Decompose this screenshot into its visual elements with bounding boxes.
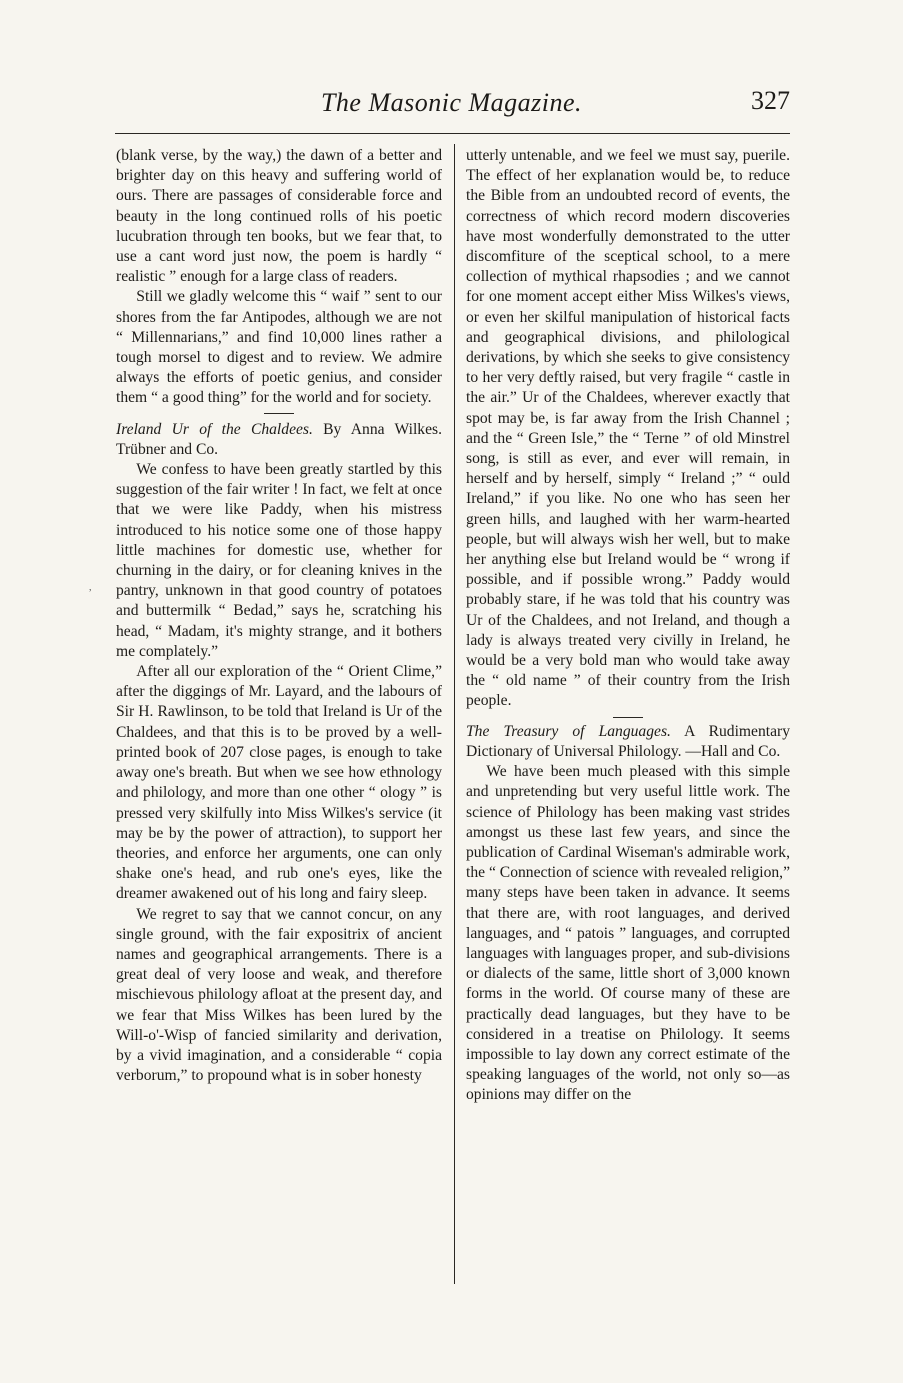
review-byline: A Rudimentary Dictionary of Universal Philology. —Hall and Co. — [466, 722, 790, 760]
review-title: The Treasury of Languages. — [466, 722, 671, 740]
column-rule — [454, 144, 455, 1284]
paragraph: (blank verse, by the way,) the dawn of a better and brighter day on this heavy and suffering world of ours. There are passages of considerable force and beauty in the long continued rolls of his poetic lucubration through ten books, but we fear that, to use a cant word just now, the poem is hardly “ realistic ” enough for a large class of readers. — [116, 147, 442, 286]
header-rule — [115, 133, 790, 134]
paragraph: utterly untenable, and we feel we must say, puerile. The effect of her explanation would be, to reduce the Bible from an undoubted record of events, the correctness of which record modern discoveries have most wonderfully demonstrated to the utter discomfiture of the sceptical school, to a mere collection of mythical rhapsodies ; and we cannot for one moment accept either Miss Wilkes's views, or even her skilful manipulation of historical facts and geographical divisions, and philological derivations, by which she seeks to give consistency to her very deftly raised, but very fragile “ castle in the air.” Ur of the Chaldees, wherever exactly that spot may be, is far away from the Irish Channel ; and the “ Green Isle,” the “ Terne ” of old Minstrel song, is still as ever, and ever will remain, in herself and by herself, simply “ Ireland ;” “ ould Ireland,” if you like. No one who has seen her green hills, and laughed with her warm-hearted people, but will always wish her well, but to make her anything else but Ireland would be “ wrong if possible, and if possible wrong.” Paddy would probably stare, if he was told that his country was Ur of the Chaldees, and not Ireland, and though a lady is always treated very civilly in Ireland, he would be a very bold man who would take away the “ old name ” of their country from the Irish people. — [466, 147, 790, 710]
section-separator — [264, 413, 294, 414]
paragraph: We regret to say that we cannot concur, on any single ground, with the fair expositrix of ancient names and geographical arrangements. There is a great deal of very loose and weak, and therefore mischievous philology afloat at the present day, and we fear that Miss Wilkes has been lured by the Will-o'-Wisp of fancied similarity and derivation, by a vivid imagination, and a considerable “ copia verborum,” to propound what is in sober honesty — [116, 905, 442, 1085]
paragraph: We confess to have been greatly startled by this suggestion of the fair writer ! In fact, we felt at once that we were like Paddy, when his mistress introduced to his notice some one of those happy little machines for domestic use, whether for churning in the dairy, or for cleaning knives in the pantry, unknown in that good country of potatoes and buttermilk “ Bedad,” says he, scratching his head, “ Madam, it's mighty strange, and it bothers me complately.” — [116, 461, 442, 660]
review-title: Ireland Ur of the Chaldees. — [116, 420, 313, 438]
review-heading — [116, 420, 442, 460]
review-heading — [466, 722, 790, 762]
paragraph: We have been much pleased with this simple and unpretending but very useful little work. The science of Philology has been making vast strides amongst us these last few years, and since the publication of Cardinal Wiseman's admirable work, the “ Connection of science with revealed religion,” many steps have been taken in advance. It seems that there are, with root languages, and derived languages, and “ patois ” languages, and corrupted languages with languages proper, and sub-divisions or dialects of the same, little short of 3,000 known forms in the world. Of course many of these are practically dead languages, but they have to be considered in a treatise on Philology. It seems impossible to lay down any correct estimate of the speaking languages of the world, not only so—as opinions may differ on the — [466, 763, 790, 1104]
left-column — [116, 146, 442, 1086]
paragraph: Still we gladly welcome this “ waif ” sent to our shores from the far Antipodes, although we are not “ Millennarians,” and find 10,000 lines rather a tough morsel to digest and to review. We admire always the efforts of poetic genius, and consider them “ a good thing” for the world and for society. — [116, 288, 442, 407]
section-separator — [613, 717, 643, 718]
margin-mark: , — [89, 582, 92, 593]
running-title: The Masonic Magazine. — [320, 88, 583, 117]
page-number: 327 — [751, 86, 790, 115]
review-byline: By Anna Wilkes. Trübner and Co. — [116, 420, 442, 458]
right-column — [466, 146, 790, 1106]
paragraph: After all our exploration of the “ Orient Clime,” after the diggings of Mr. Layard, and the labours of Sir H. Rawlinson, to be told that Ireland is Ur of the Chaldees, and that this is to be proved by a well-printed book of 207 close pages, is enough to take away one's breath. But when we see how ethnology and philology, and more than one other “ ology ” is pressed very skilfully into Miss Wilkes's service (it may be by the power of attraction), to support her theories, and enforce her arguments, one can only shake one's head, and rub one's eyes, like the dreamer awakened out of his long and fairy sleep. — [116, 663, 442, 903]
